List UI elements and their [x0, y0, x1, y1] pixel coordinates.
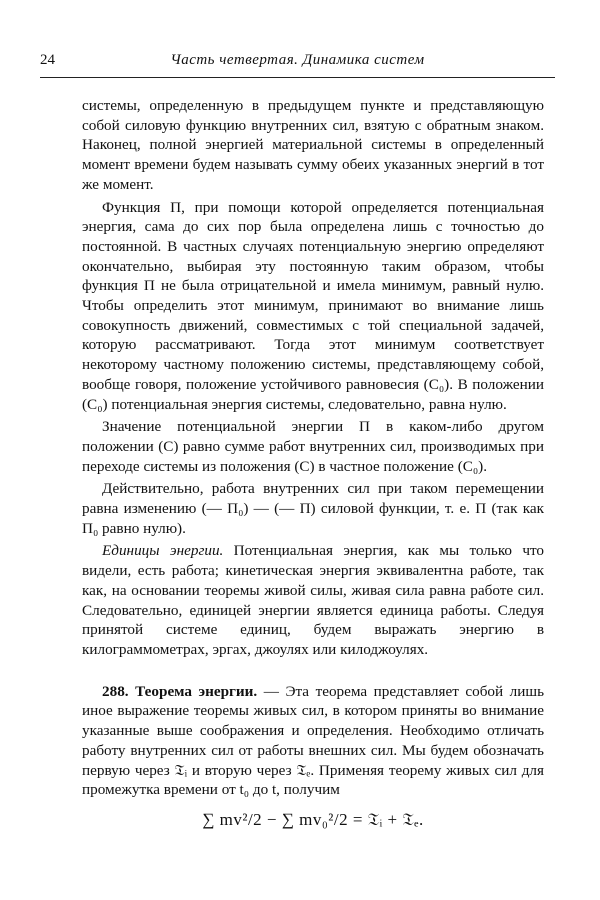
units-lead: Единицы энергии.: [102, 542, 224, 560]
header-rule: [40, 77, 555, 78]
paragraph-potential-function: Функция П, при помощи которой определяется потенциальная энергия, сама до сих пор была определена лишь с точностью до постоянной. В частных случаях потенциальную энергию определяют окончательно, выбирая эту постоянную таким образом, чтобы функция П не была отрицательной и имела минимум, равный нулю. Чтобы определить этот минимум, принимают во внимание лишь совокупность движений, совместимых с той специальной задачей, которую рассматривают. Тогда этот минимум соответствует некоторому частному положению системы, представляющему собой, вообще говоря, положение устойчивого равновесия (C₀). В положении (C₀) потенциальная энергия системы, следовательно, равна нулю.: [82, 198, 544, 413]
units-text: Потенциальная энергия, как мы только что видели, есть работа; кинетическая энергия эквивалентна работе, так как, на основании теоремы живой силы, живая сила равна работе сил. Следовательно, единицей энергии является единица работы. Следуя принятой системе единиц, будем выражать энергию в килограммометрах, эргах, джоулях или килоджоулях.: [82, 542, 544, 658]
section-title: Теорема энергии.: [135, 682, 258, 700]
section-number: 288.: [102, 682, 129, 700]
main-text: [82, 96, 544, 830]
energy-theorem-formula: ∑ mv²/2 − ∑ mv₀²/2 = 𝔗ᵢ + 𝔗ₑ.: [202, 809, 424, 829]
paragraph-proof: Действительно, работа внутренних сил при таком перемещении равна изменению (— П₀) — (— П) силовой функции, т. е. П (так как П₀ равно нулю).: [82, 480, 544, 537]
section-288: [82, 682, 544, 800]
section-text: — Эта теорема представляет собой лишь иное выражение теоремы живых сил, в котором приняты во внимание указанные выше соображения и определения. Необходимо отличать работу внутренних сил от работы внешних сил. Мы будем обозначать первую через 𝔗ᵢ и вторую через 𝔗ₑ. Применяя теорему живых сил для промежутка времени от t₀ до t, получим: [82, 682, 545, 799]
paragraph-continuation: системы, определенную в предыдущем пункте и представляющую собой силовую функцию внутренних сил, взятую с обратным знаком. Наконец, полной энергией материальной системы в определенный момент времени будем называть сумму обеих указанных энергий в тот же момент.: [82, 97, 544, 193]
page-header: [40, 52, 555, 76]
page-number: 24: [40, 52, 55, 68]
paragraph-energy-units: [82, 541, 544, 659]
running-title: Часть четвертая. Динамика систем: [170, 52, 425, 68]
paragraph-potential-value: Значение потенциальной энергии П в каком-либо другом положении (C) равно сумме работ внутренних сил, производимых при переходе системы из положения (C) в частное положение (C₀).: [82, 418, 544, 475]
